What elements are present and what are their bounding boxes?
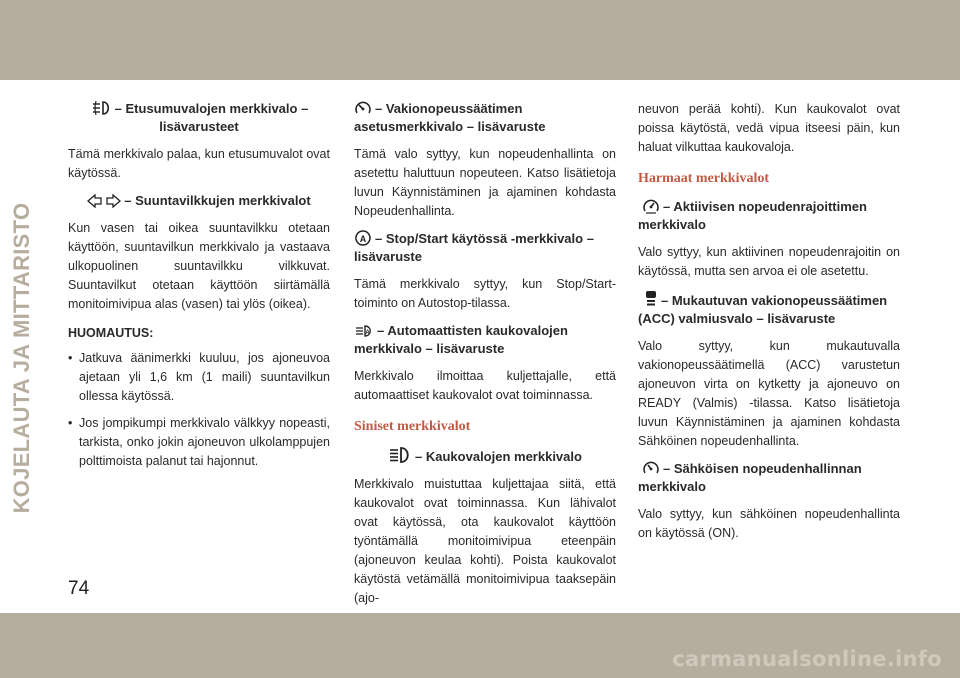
watermark: carmanualsonline.info: [672, 647, 942, 671]
front-fog-heading: [68, 100, 330, 136]
high-beam-text: Merkkivalo muistuttaa kuljettajaa siitä, että kaukovalot ovat toiminnassa. Kun lähivalot ovat käytössä, ota kaukovalot käyttöön työntämällä monitoimivipua eteenpäin (ajoneuvon keulaa kohti). Poista kaukovalot käytöstä vetämällä monitoimivipua taaksepäin (ajo-: [354, 477, 616, 605]
auto-high-beam-heading: [354, 322, 616, 358]
top-rule: [0, 80, 960, 84]
turn-signal-title: – Suuntavilkkujen merkkivalot: [124, 193, 311, 208]
acc-ready-title: – Mukautuvan vakionopeussäätimen (ACC) valmiusvalo – lisävaruste: [638, 293, 888, 326]
cruise-set-text: Tämä valo syttyy, kun nopeudenhallinta on asetettu haluttuun nopeuteen. Katso lisätietoja luvun Käynnistäminen ja ajaminen kohdasta Nopeudenhallinta.: [354, 147, 616, 218]
cruise-control-set-icon: [354, 100, 372, 116]
gray-lights-section-title: Harmaat merkkivalot: [638, 171, 770, 186]
turn-signal-text: Kun vasen tai oikea suuntavilkku otetaan käyttöön, suuntavilkun merkkivalo ja vastaava ulkopuolinen suuntavilkku vilkkuvat. Suuntavilkut otetaan käyttöön siirtämällä monitoimivipua alas (vasen) tai ylös (oikea).: [68, 221, 330, 311]
front-fog-title: – Etusumuvalojen merkkivalo – lisävarusteet: [114, 101, 309, 134]
speed-limiter-icon: [642, 198, 660, 214]
high-beam-icon: [388, 446, 412, 464]
page-number: 74: [68, 578, 90, 599]
stop-start-active-icon: [354, 230, 372, 246]
high-beam-continued-text: neuvon perää kohti). Kun kaukovalot ovat poissa käytöstä, vedä vipua itseesi päin, kun haluat vilkuttaa kaukovaloja.: [638, 102, 900, 154]
auto-high-beam-icon: [354, 324, 374, 338]
svg-text:A: A: [359, 234, 367, 244]
note-item: • Jos jompikumpi merkkivalo välkkyy nopeasti, tarkista, onko jokin ajoneuvon ulkolamppujen polttimoista palanut tai hajonnut.: [68, 414, 330, 471]
auto-high-beam-title: – Automaattisten kaukovalojen merkkivalo – lisävaruste: [354, 323, 568, 356]
stop-start-heading: [354, 230, 616, 266]
high-beam-title: – Kaukovalojen merkkivalo: [415, 449, 582, 464]
turn-signal-arrows-icon: [87, 194, 121, 208]
front-fog-text: Tämä merkkivalo palaa, kun etusumuvalot ovat käytössä.: [68, 147, 330, 180]
turn-signal-heading: [68, 192, 330, 210]
adaptive-cruise-icon: [644, 290, 658, 308]
column-3: [638, 100, 900, 552]
stop-start-title: – Stop/Start käytössä -merkkivalo – lisävaruste: [354, 231, 594, 264]
speed-control-heading: [638, 460, 900, 496]
speed-control-title: – Sähköisen nopeudenhallinnan merkkivalo: [638, 461, 862, 494]
speed-limiter-text: Valo syttyy, kun aktiivinen nopeudenrajoitin on käytössä, mutta sen arvoa ei ole asetettu.: [638, 245, 900, 278]
note-title: HUOMAUTUS:: [68, 326, 154, 340]
cruise-set-heading: [354, 100, 616, 136]
acc-ready-heading: [638, 290, 900, 328]
cruise-set-title: – Vakionopeussäätimen asetusmerkkivalo – lisävaruste: [354, 101, 546, 134]
top-band: [0, 0, 960, 80]
note-item: • Jatkuva äänimerkki kuuluu, jos ajoneuvoa ajetaan yli 1,6 km (1 maili) suuntavilkun ollessa käytössä.: [68, 349, 330, 406]
speed-control-text: Valo syttyy, kun sähköinen nopeudenhallinta on käytössä (ON).: [638, 507, 900, 540]
svg-text:A: A: [365, 330, 370, 336]
stop-start-text: Tämä merkkivalo syttyy, kun Stop/Start-toiminto on Autostop-tilassa.: [354, 277, 616, 310]
speed-control-icon: [642, 460, 660, 476]
chapter-side-title-text: KOJELAUTA JA MITTARISTO: [9, 202, 34, 514]
column-1: [68, 100, 330, 479]
column-2: [354, 100, 616, 617]
speed-limiter-heading: [638, 198, 900, 234]
acc-ready-text: Valo syttyy, kun mukautuvalla vakionopeussäätimellä (ACC) varustetun ajoneuvon virta on kytketty ja ajoneuvo on READY (Valmis) -tilassa. Katso lisätietoja luvun Käynnistäminen ja ajaminen kohdasta Sähköinen nopeudenhallinta.: [638, 339, 900, 448]
note-list: [68, 349, 330, 471]
blue-lights-section-title: Siniset merkkivalot: [354, 419, 471, 434]
high-beam-heading: [354, 446, 616, 466]
front-fog-light-icon: [90, 100, 112, 116]
speed-limiter-title: – Aktiivisen nopeudenrajoittimen merkkivalo: [638, 199, 867, 232]
auto-high-beam-text: Merkkivalo ilmoittaa kuljettajalle, että automaattiset kaukovalot ovat toiminnassa.: [354, 369, 616, 402]
